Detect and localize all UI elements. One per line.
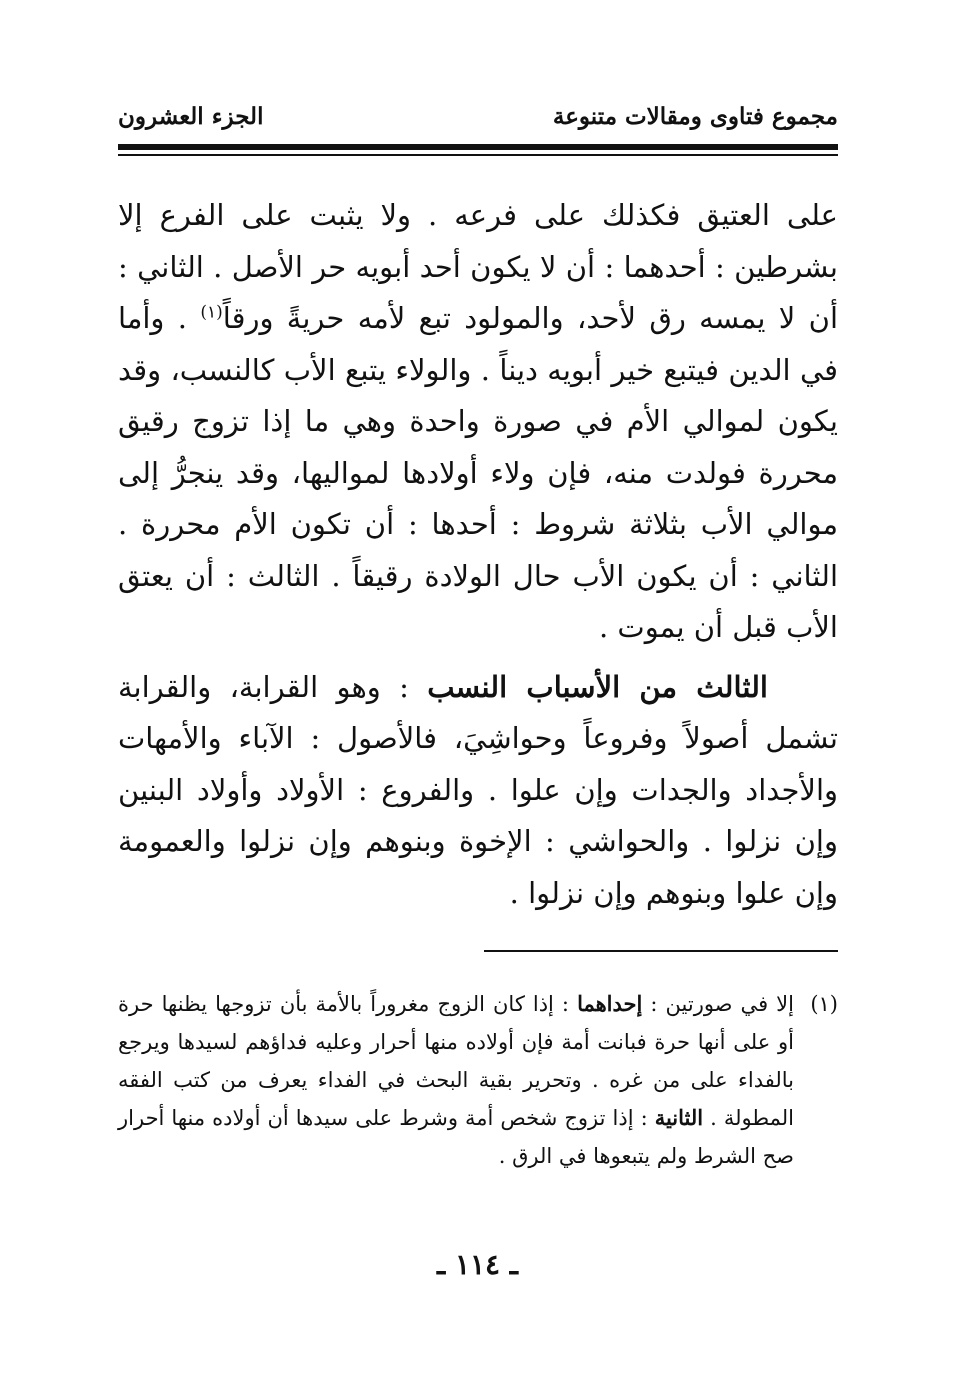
- footnote-separator: [484, 950, 838, 952]
- page-number: ـ ١١٤ ـ: [436, 1248, 519, 1281]
- paragraph-1-text-a: على العتيق فكذلك على فرعه . ولا يثبت على الفرع إلا بشرطين : أحدهما : أن لا يكون أحد أبويه حر الأصل . الثاني : أن لا يمسه رق لأحد، والمولود تبع لأمه حريةً ورقاً: [118, 198, 838, 335]
- footnote-label-1: إحداهما: [577, 991, 643, 1016]
- book-title: مجموع فتاوى ومقالات متنوعة: [552, 102, 838, 130]
- header-rule-thick: [118, 144, 838, 150]
- footnote-text-1: إلا في صورتين :: [650, 992, 794, 1016]
- footnote-label-2: الثانية: [654, 1105, 704, 1130]
- paragraph-2-heading: الثالث من الأسباب النسب: [427, 669, 768, 704]
- footnote-text-2: : إذا كان الزوج مغروراً بالأمة بأن تزوجها يظنها حرة أو على أنها حرة فبانت أمة فإن أولاده منها أحرار وعليه فداؤهم لسيدها ويرجع بالفداء على من غره . وتحرير بقية البحث في الفداء يعرف من كتب الفقه المطولة .: [118, 992, 794, 1130]
- footnote-number: (١): [810, 992, 838, 1016]
- footnote: [118, 985, 838, 1175]
- volume-label: الجزء العشرون: [118, 102, 264, 130]
- paragraph-1: [118, 190, 838, 654]
- footnote-reference[interactable]: (١): [200, 302, 223, 323]
- footnote-text: [118, 985, 794, 1175]
- paragraph-2-text: : وهو القرابة، والقرابة تشمل أصولاً وفروعاً وحواشِيَ، فالأصول : الآباء والأمهات والأجداد والجدات وإن علوا . والفروع : الأولاد وأولاد البنين وإن نزلوا . والحواشي : الإخوة وبنوهم وإن نزلوا والعمومة وإن علوا وبنوهم وإن نزلوا .: [118, 669, 838, 910]
- footnote-text-3: : إذا تزوج شخص أمة وشرط على سيدها أن أولاده منها أحرار صح الشرط ولم يتبعوها في الرق .: [118, 1106, 794, 1168]
- main-text: [118, 190, 838, 919]
- header-rule-thin: [118, 154, 838, 156]
- running-header: [118, 96, 838, 136]
- paragraph-2: [118, 662, 838, 920]
- paragraph-1-text-b: . وأما في الدين فيتبع خير أبويه ديناً . والولاء يتبع الأب كالنسب، وقد يكون لموالي الأم في صورة واحدة وهي ما إذا تزوج رقيق محررة فولدت منه، فإن ولاء أولادها لمواليها، وقد ينجرُّ إلى موالي الأب بثلاثة شروط : أحدها : أن تكون الأم محررة . الثاني : أن يكون الأب حال الولادة رقيقاً . الثالث : أن يعتق الأب قبل أن يموت .: [118, 301, 838, 644]
